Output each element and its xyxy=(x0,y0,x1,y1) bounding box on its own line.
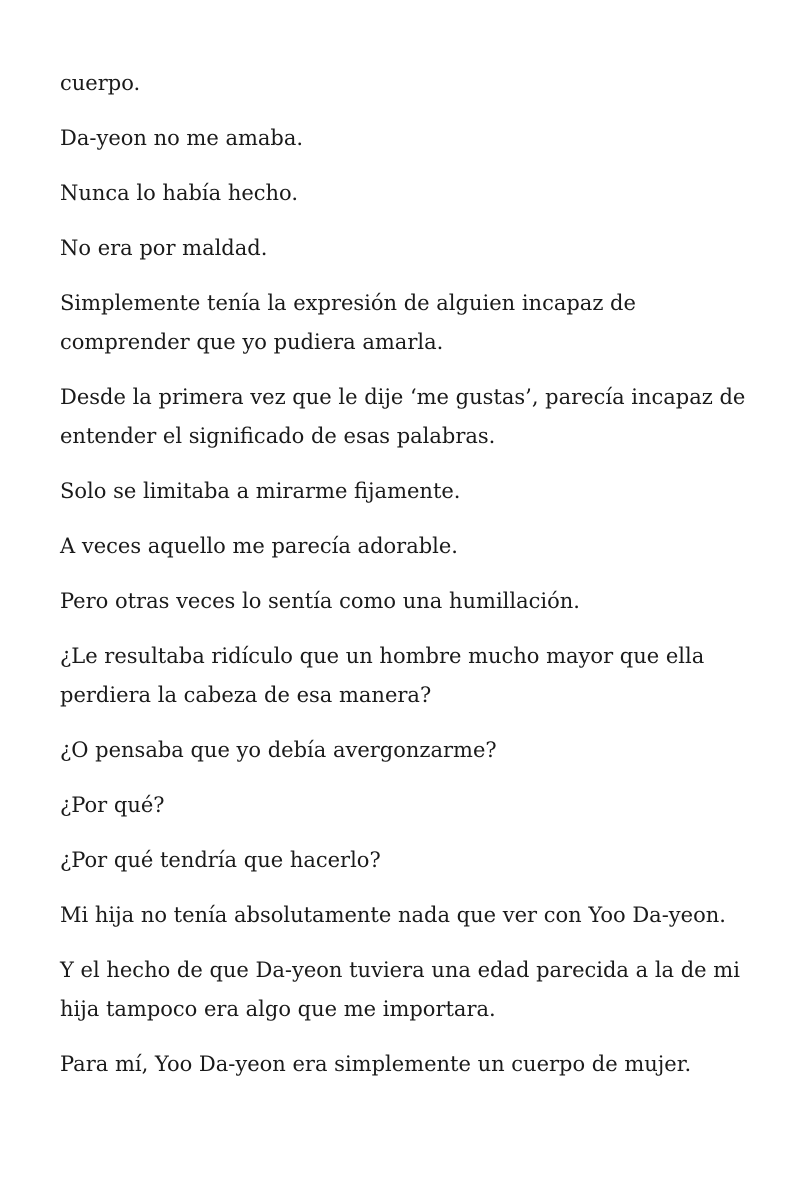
paragraph: Nunca lo había hecho. xyxy=(60,181,299,205)
paragraph: Solo se limitaba a mirarme fijamente. xyxy=(60,479,461,503)
paragraph: Desde la primera vez que le dije ‘me gustas’, parecía incapaz de entender el significado de esas palabras. xyxy=(60,385,746,448)
book-page-text xyxy=(60,64,750,1100)
paragraph: A veces aquello me parecía adorable. xyxy=(60,534,458,558)
paragraph: Simplemente tenía la expresión de alguien incapaz de comprender que yo pudiera amarla. xyxy=(60,291,636,354)
paragraph: Para mí, Yoo Da-yeon era simplemente un cuerpo de mujer. xyxy=(60,1052,692,1076)
paragraph: Pero otras veces lo sentía como una humillación. xyxy=(60,589,580,613)
paragraph: Da-yeon no me amaba. xyxy=(60,126,304,150)
paragraph: No era por maldad. xyxy=(60,236,268,260)
paragraph: ¿Le resultaba ridículo que un hombre mucho mayor que ella perdiera la cabeza de esa manera? xyxy=(60,644,705,707)
paragraph: ¿Por qué tendría que hacerlo? xyxy=(60,848,381,872)
paragraph: ¿Por qué? xyxy=(60,793,165,817)
paragraph: ¿O pensaba que yo debía avergonzarme? xyxy=(60,738,497,762)
paragraph: Mi hija no tenía absolutamente nada que ver con Yoo Da-yeon. xyxy=(60,903,726,927)
paragraph: cuerpo. xyxy=(60,71,141,95)
paragraph: Y el hecho de que Da-yeon tuviera una edad parecida a la de mi hija tampoco era algo que me importara. xyxy=(60,958,740,1021)
